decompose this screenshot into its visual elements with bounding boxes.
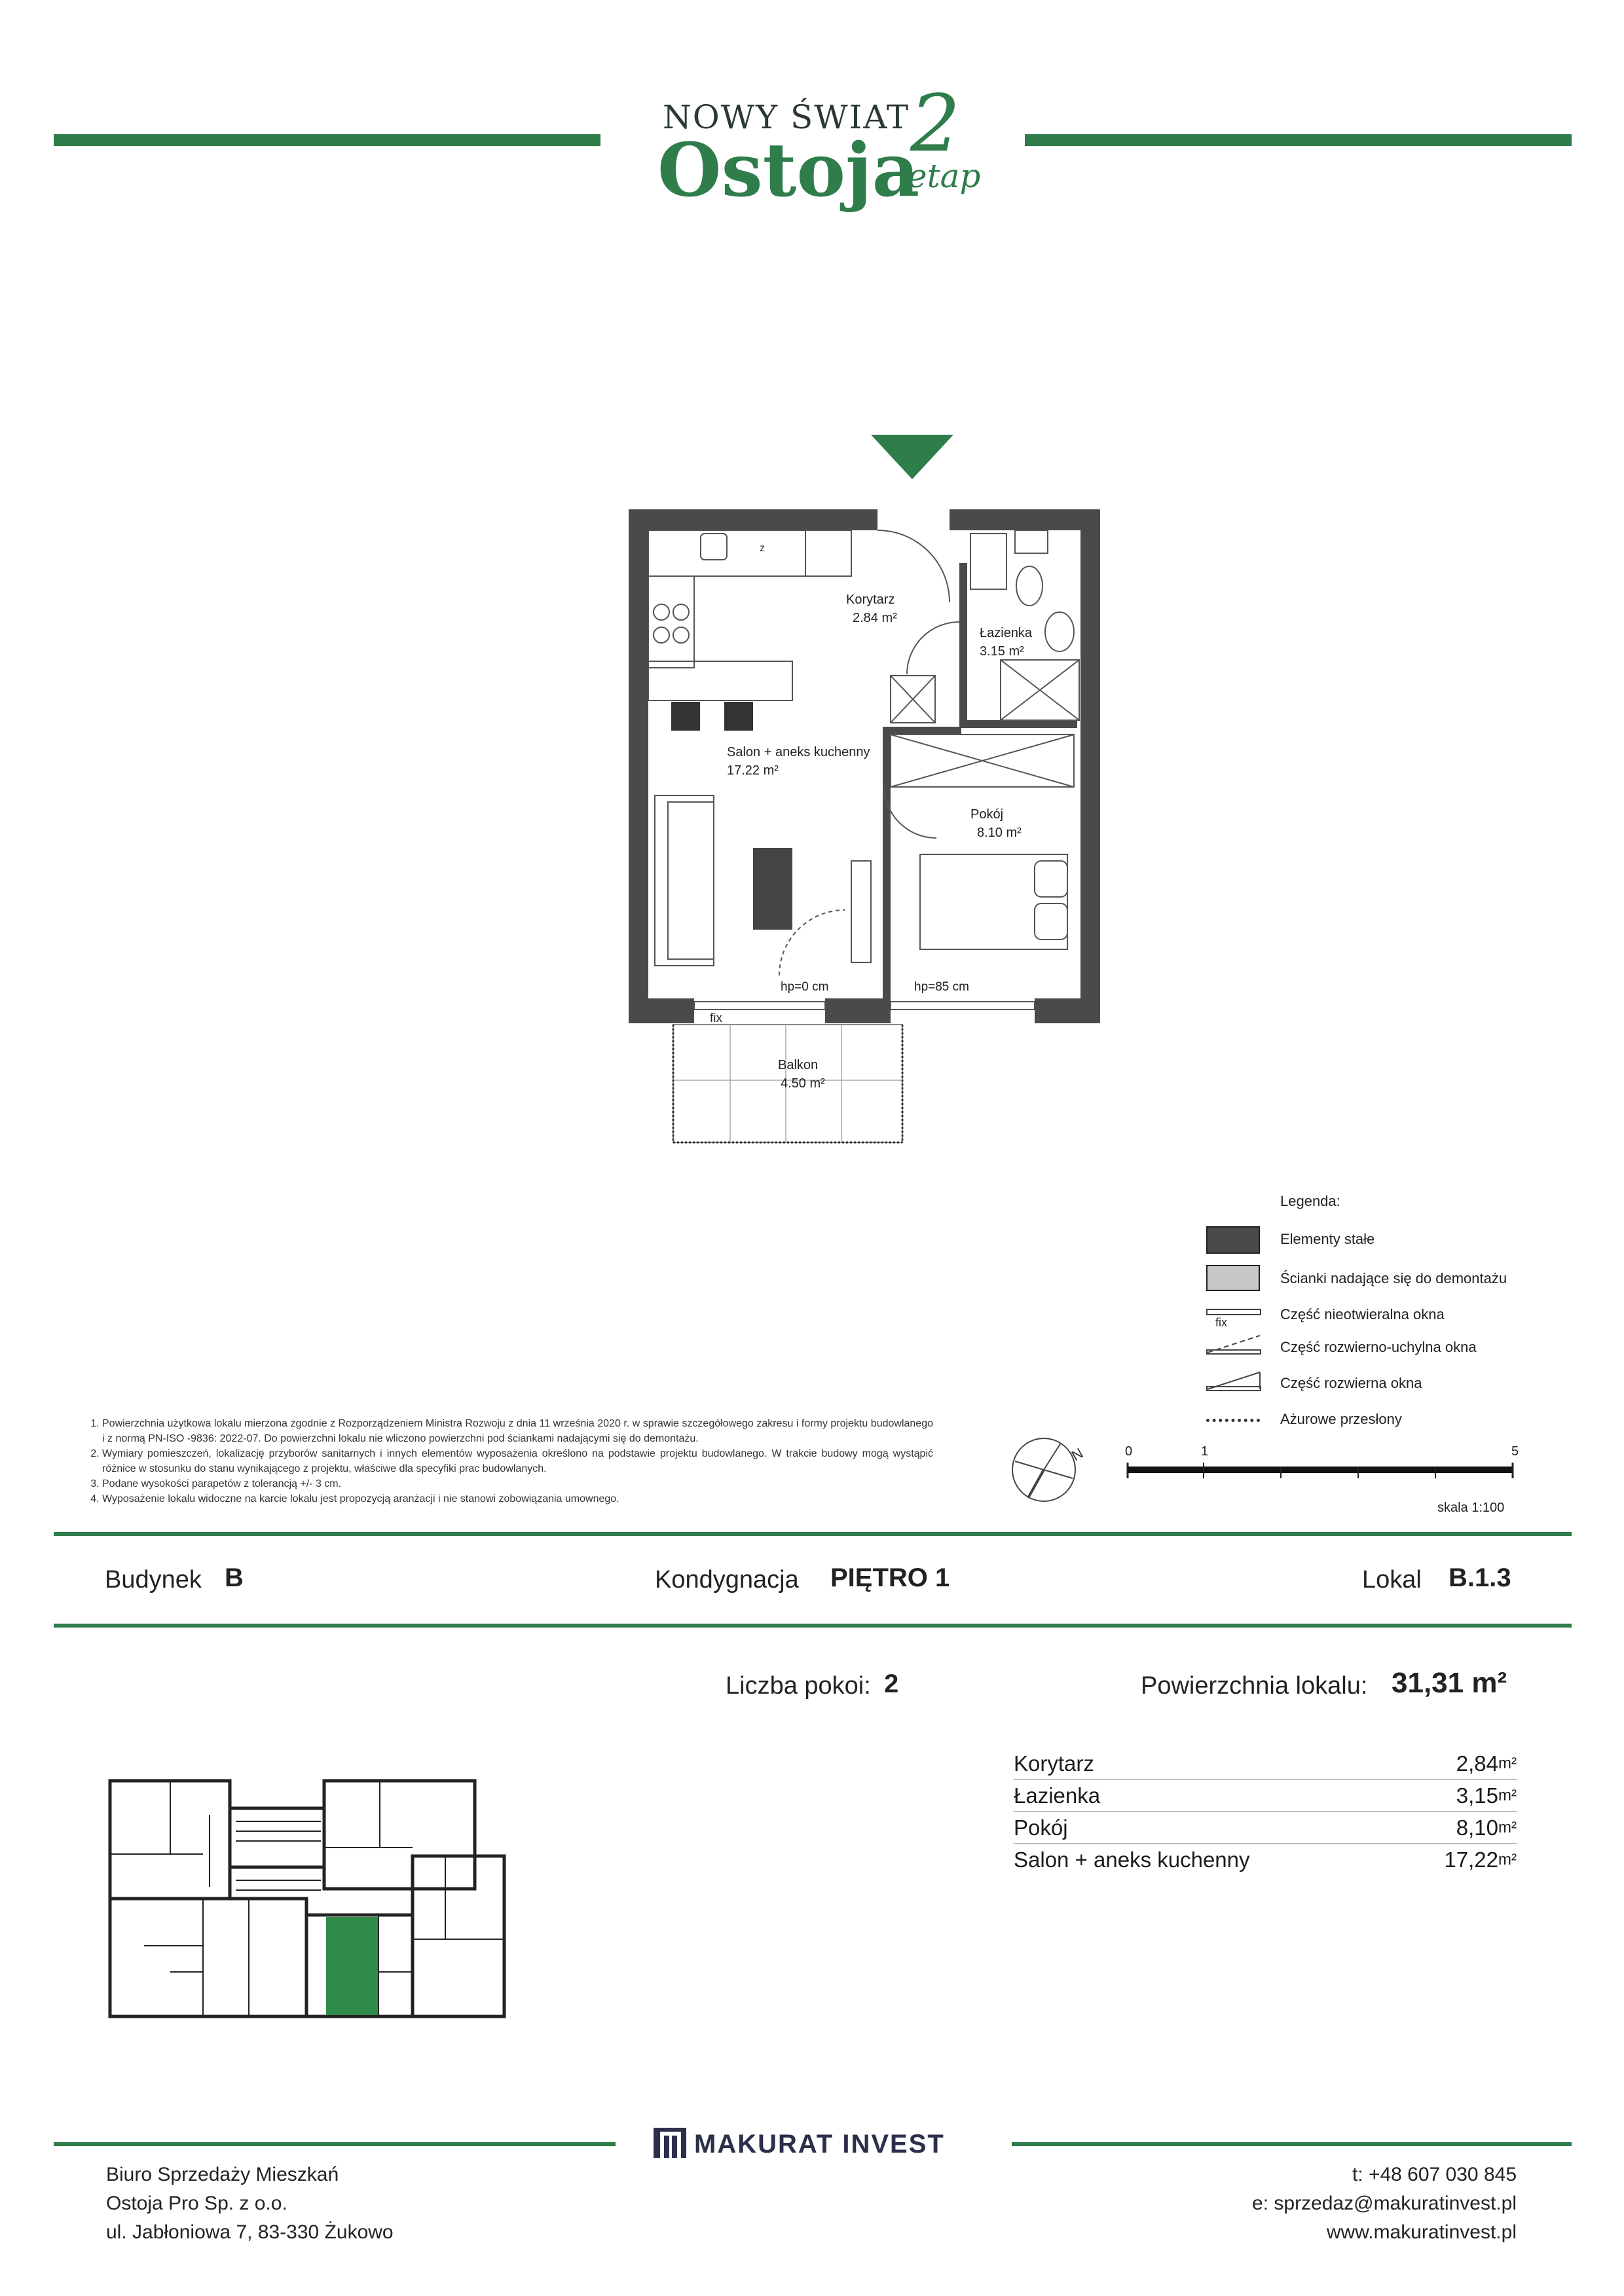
area-room-name: Salon + aneks kuchenny (1014, 1848, 1250, 1872)
room-label-lazienka (980, 624, 1032, 661)
fix-label: fix (710, 1011, 722, 1025)
legend-item-window-casement: Część rozwierna okna (1280, 1375, 1422, 1391)
area-unit: m² (1498, 1851, 1517, 1868)
notes-list (85, 1416, 933, 1506)
area-room-name: Pokój (1014, 1815, 1068, 1840)
scale-bar (1126, 1461, 1519, 1480)
building-label: Budynek (105, 1566, 202, 1594)
legend-item-removable: Ścianki nadające się do demontażu (1280, 1270, 1507, 1286)
scale-tick-5: 5 (1511, 1444, 1519, 1459)
legend-title: Legenda: (1280, 1193, 1340, 1209)
area-room-name: Łazienka (1014, 1783, 1101, 1808)
unit-label: Lokal (1362, 1566, 1422, 1594)
key-plan (105, 1776, 511, 2024)
legend-item-window-fixed: Część nieotwieralna okna (1280, 1306, 1445, 1322)
footer-rule-right (1012, 2142, 1572, 2146)
logo-line1: NOWY ŚWIAT (663, 98, 910, 136)
note-item: 4. Wyposażenie lokalu widoczne na karcie lokalu jest propozycją aranżacji i nie stanowi zobowiązania umownego. (102, 1491, 933, 1506)
area-room-value: 17,22 (1444, 1848, 1499, 1872)
legend-swatch-fixed (1206, 1226, 1260, 1254)
room-label-balkon (778, 1056, 825, 1093)
room-area: 17.22 m² (727, 763, 779, 778)
room-name: Korytarz (846, 592, 895, 607)
legend-fix-sublabel: fix (1215, 1316, 1227, 1329)
room-area: 4.50 m² (781, 1076, 825, 1091)
window-fixed-icon (1206, 1308, 1261, 1317)
note-item: 2. Wymiary pomieszczeń, lokalizację przyborów sanitarnych i innych elementów wyposażenia określono na podstawie projektu budowlanego. W trakcie budowy mogą wystąpić różnice w stosunku do stanu wynikającego z projektu, właściwe dla specyfiki prac budowlanych. (102, 1446, 933, 1476)
table-row (1014, 1844, 1517, 1876)
table-row (1014, 1780, 1517, 1812)
info-rule-bottom (54, 1624, 1572, 1628)
floor-label: Kondygnacja (655, 1566, 799, 1594)
email-link[interactable]: e: sprzedaz@makuratinvest.pl (1252, 2193, 1517, 2214)
fridge-label: z (760, 543, 765, 554)
info-rule-top (54, 1532, 1572, 1536)
window-tilt-turn-icon (1206, 1333, 1261, 1355)
legend-item-openwork: Ażurowe przesłony (1280, 1411, 1402, 1427)
office-line2: Ostoja Pro Sp. z o.o. (106, 2193, 287, 2214)
logo-line2: Ostoja (657, 128, 920, 213)
building-value: B (225, 1563, 244, 1592)
room-label-korytarz (846, 591, 897, 627)
contact-info (1252, 2160, 1517, 2247)
scale-label: skala 1:100 (1437, 1501, 1505, 1515)
website-link[interactable]: www.makuratinvest.pl (1326, 2221, 1517, 2243)
floor-value: PIĘTRO 1 (830, 1563, 950, 1592)
legend-item-window-tilt-turn: Część rozwierno-uchylna okna (1280, 1339, 1477, 1355)
office-line3: ul. Jabłoniowa 7, 83-330 Żukowo (106, 2221, 394, 2243)
openwork-screen-icon (1206, 1419, 1260, 1422)
area-room-name: Korytarz (1014, 1751, 1094, 1776)
sill-label-left: hp=0 cm (781, 980, 829, 994)
area-unit: m² (1498, 1787, 1517, 1804)
rooms-count-label: Liczba pokoi: (726, 1672, 871, 1700)
window-casement-icon (1206, 1370, 1261, 1392)
room-area: 2.84 m² (853, 611, 897, 625)
makurat-logo-icon (652, 2126, 688, 2159)
logo-stage-number: 2 (910, 79, 961, 170)
note-item: 1. Powierzchnia użytkowa lokalu mierzona zgodnie z Rozporządzeniem Ministra Rozwoju z dnia 11 września 2020 r. w sprawie szczegółowego zakresu i formy projektu budowlanego i z normą PN-ISO -9836: 2022-07. Do powierzchni lokalu nie wliczono powierzchni pod ściankami nadającymi się do demontażu. (102, 1416, 933, 1446)
logo-stage-word: etap (908, 157, 981, 195)
total-area-value: 31,31 m² (1392, 1667, 1507, 1699)
legend-swatch-removable (1206, 1265, 1260, 1291)
rooms-count-value: 2 (884, 1669, 899, 1698)
north-arrow-icon (1008, 1434, 1094, 1506)
scale-tick-1: 1 (1201, 1444, 1209, 1459)
footer-rule-left (54, 2142, 616, 2146)
area-room-value: 8,10 (1456, 1815, 1499, 1840)
entrance-arrow-icon (871, 435, 953, 481)
room-name: Pokój (970, 807, 1004, 822)
room-name: Salon + aneks kuchenny (727, 745, 870, 759)
room-label-salon (727, 743, 870, 780)
room-area: 8.10 m² (977, 826, 1022, 840)
phone-link[interactable]: t: +48 607 030 845 (1352, 2164, 1517, 2185)
table-row (1014, 1812, 1517, 1844)
total-area-label: Powierzchnia lokalu: (1141, 1672, 1368, 1700)
sill-label-right: hp=85 cm (914, 980, 969, 994)
north-label: N (1069, 1444, 1086, 1465)
room-label-pokoj (970, 805, 1022, 842)
office-address (106, 2160, 394, 2247)
room-name: Balkon (778, 1058, 819, 1072)
table-row (1014, 1748, 1517, 1780)
room-name: Łazienka (980, 626, 1033, 640)
area-unit: m² (1498, 1755, 1517, 1772)
office-line1: Biuro Sprzedaży Mieszkań (106, 2164, 339, 2185)
unit-value: B.1.3 (1449, 1563, 1511, 1592)
note-item: 3. Podane wysokości parapetów z tolerancją +/- 3 cm. (102, 1476, 933, 1491)
header-rule-right (1025, 134, 1572, 146)
header-rule-left (54, 134, 600, 146)
area-room-value: 3,15 (1456, 1783, 1499, 1808)
area-room-value: 2,84 (1456, 1751, 1499, 1776)
scale-tick-0: 0 (1125, 1444, 1133, 1459)
room-area: 3.15 m² (980, 644, 1024, 659)
legend-item-fixed: Elementy stałe (1280, 1231, 1375, 1247)
area-table (1014, 1748, 1517, 1876)
area-unit: m² (1498, 1819, 1517, 1836)
brand-name: MAKURAT INVEST (694, 2130, 945, 2159)
